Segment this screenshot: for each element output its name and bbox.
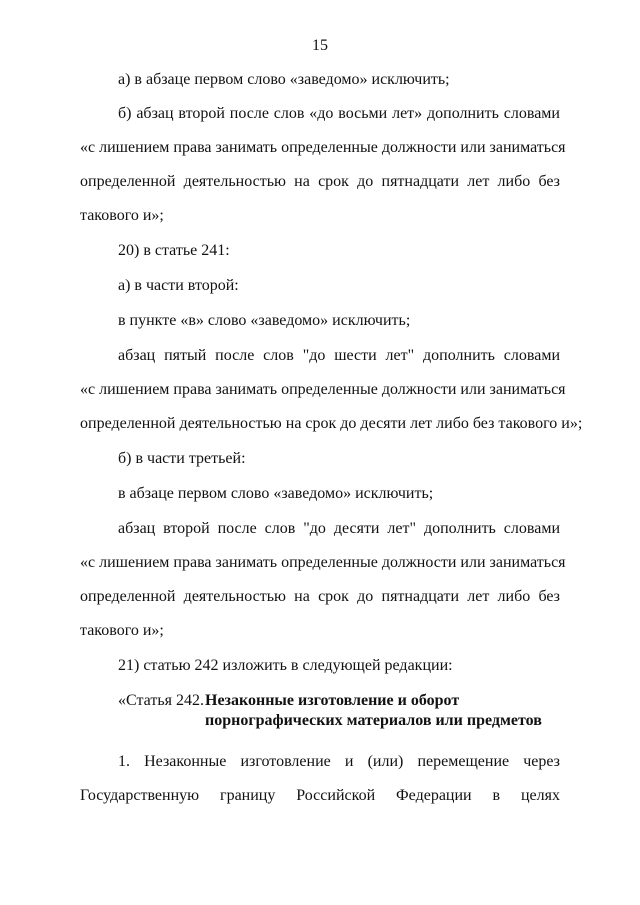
text-line: б) в части третьей: [118, 450, 246, 467]
text-line: в абзаце первом слово «заведомо» исключить; [118, 485, 434, 502]
article-prefix: «Статья 242. [118, 692, 204, 709]
article-title-line1: Незаконные изготовление и оборот [205, 692, 460, 709]
page-number: 15 [312, 37, 328, 54]
text-line: такового и»; [80, 207, 164, 224]
text-line: а) в абзаце первом слово «заведомо» исключить; [118, 71, 450, 88]
text-line: б) абзац второй после слов «до восьми лет» дополнить словами [118, 105, 560, 122]
text-line: в пункте «в» слово «заведомо» исключить; [118, 312, 411, 329]
text-line: «с лишением права занимать определенные должности или заниматься [80, 139, 566, 156]
text-line: «с лишением права занимать определенные должности или заниматься [80, 554, 566, 571]
text-line: Государственную границу Российской Федерации в целях [80, 787, 560, 804]
text-line: абзац второй после слов "до десяти лет" дополнить словами [118, 520, 560, 537]
text-line: определенной деятельностью на срок до пятнадцати лет либо без [80, 588, 560, 605]
text-line: такового и»; [80, 622, 164, 639]
text-line: определенной деятельностью на срок до пятнадцати лет либо без [80, 173, 560, 190]
text-line: 21) статью 242 изложить в следующей редакции: [118, 657, 453, 674]
text-line: 20) в статье 241: [118, 242, 230, 259]
text-line: определенной деятельностью на срок до десяти лет либо без такового и»; [80, 415, 583, 432]
text-line: абзац пятый после слов "до шести лет" дополнить словами [118, 347, 560, 364]
text-line: «с лишением права занимать определенные должности или заниматься [80, 381, 566, 398]
text-line: 1. Незаконные изготовление и (или) перемещение через [118, 753, 560, 770]
text-line: а) в части второй: [118, 277, 239, 294]
article-title-line2: порнографических материалов или предметов [205, 712, 542, 729]
